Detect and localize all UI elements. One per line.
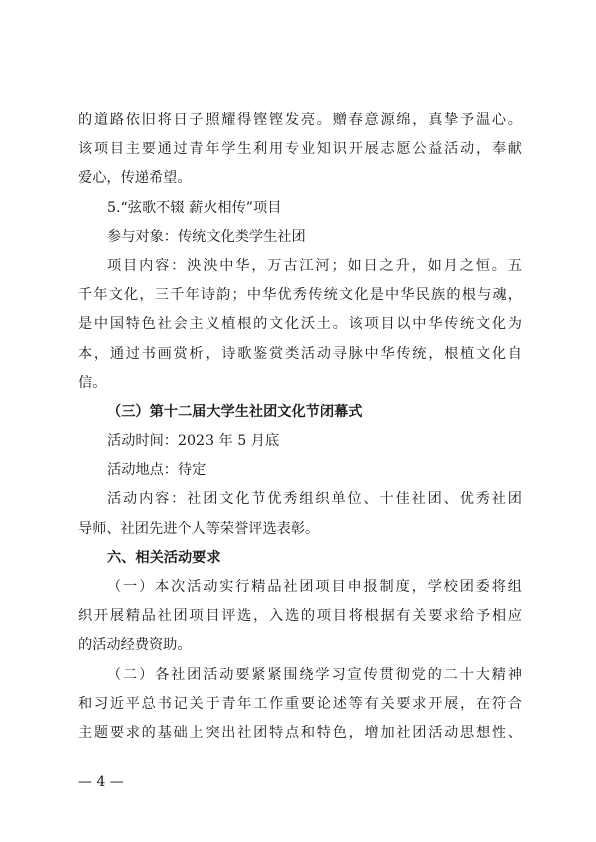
text-line: 导师、社团先进个人等荣誉评选表彰。 — [78, 520, 320, 537]
section-subheading: （三）第十二届大学生社团文化节闭幕式 — [107, 403, 363, 420]
text-line: 是中国特色社会主义植根的文化沃土。该项目以中华传统文化为 — [78, 316, 522, 333]
text-line: 千年文化，三千年诗韵；中华优秀传统文化是中华民族的根与魂， — [78, 287, 522, 304]
text-line: 织开展精品社团项目评选，入选的项目将根据有关要求给予相应 — [78, 608, 522, 625]
text-line: （一）本次活动实行精品社团项目申报制度，学校团委将组 — [107, 579, 522, 595]
document-body — [78, 106, 522, 748]
section-heading: 六、相关活动要求 — [107, 549, 221, 566]
text-line: 主题要求的基础上突出社团特点和特色，增加社团活动思想性、 — [78, 724, 522, 741]
text-line: （二）各社团活动要紧紧围绕学习宣传贯彻党的二十大精神 — [107, 666, 522, 683]
project-title: 5.“弦歌不辍 薪火相传”项目 — [107, 199, 282, 216]
text-line: 爱心，传递希望。 — [78, 170, 192, 187]
text-line: 本，通过书画赏析，诗歌鉴赏类活动寻脉中华传统，根植文化自 — [78, 345, 522, 362]
text-line: 信。 — [78, 374, 107, 391]
text-line: 的活动经费资助。 — [78, 637, 192, 654]
text-line: 参与对象：传统文化类学生社团 — [107, 228, 306, 245]
text-line: 活动时间：2023 年 5 月底 — [107, 433, 280, 450]
text-line: 的道路依旧将日子照耀得铿铿发亮。赠春意源绵，真挚予温心。 — [78, 112, 522, 128]
text-line: 和习近平总书记关于青年工作重要论述等有关要求开展，在符合 — [78, 695, 522, 712]
text-line: 活动内容：社团文化节优秀组织单位、十佳社团、优秀社团 — [107, 491, 522, 508]
page-number: — 4 — — [78, 774, 124, 790]
text-line: 活动地点：待定 — [107, 462, 207, 479]
text-line: 项目内容：泱泱中华，万古江河；如日之升，如月之恒。五 — [107, 257, 522, 274]
text-line: 该项目主要通过青年学生利用专业知识开展志愿公益活动，奉献 — [78, 141, 522, 158]
